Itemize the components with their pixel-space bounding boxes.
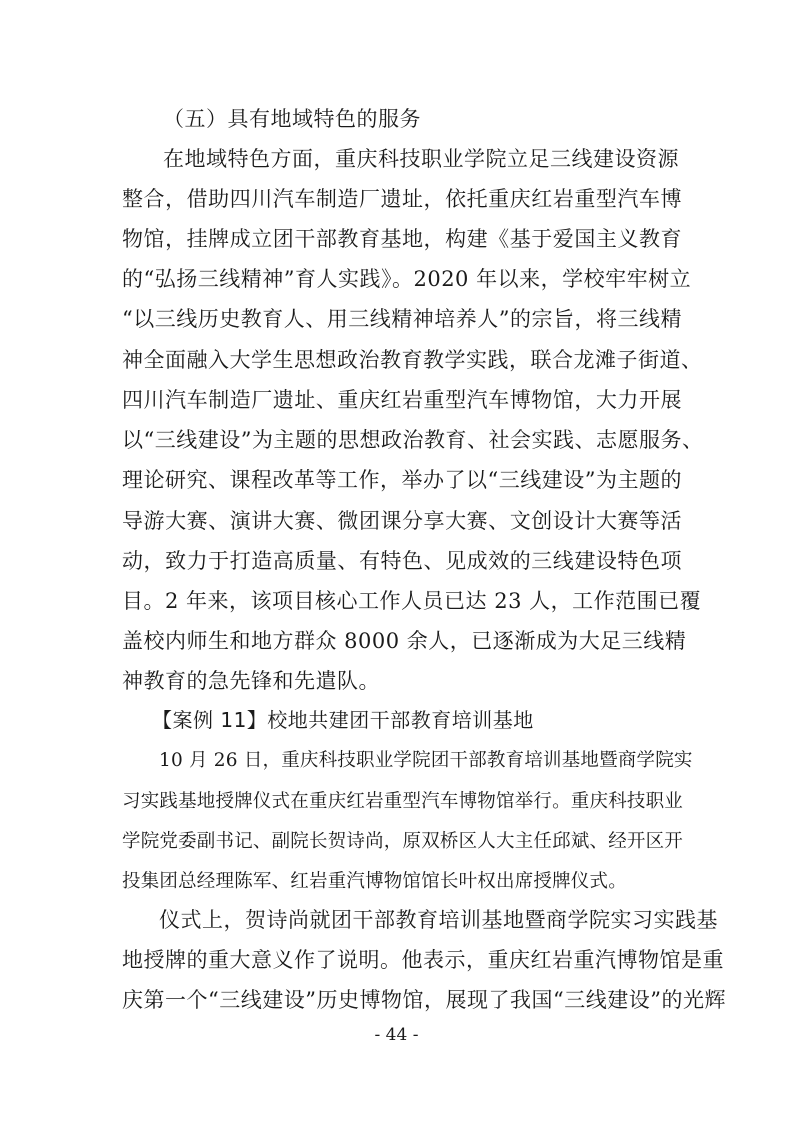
case-line: 投集团总经理陈军、红岩重汽博物馆馆长叶权出席授牌仪式。 xyxy=(122,871,627,892)
body-line: 的“弘扬三线精神”育人实践》。2020 年以来，学校牢牢树立 xyxy=(122,267,692,291)
case-title: 【案例 11】校地共建团干部教育培训基地 xyxy=(152,708,534,732)
case-line: 地授牌的重大意义作了说明。他表示，重庆红岩重汽博物馆是重 xyxy=(122,948,724,972)
case-line: 庆第一个“三线建设”历史博物馆，展现了我国“三线建设”的光辉 xyxy=(122,988,726,1012)
body-line: 物馆，挂牌成立团干部教育基地，构建《基于爱国主义教育 xyxy=(122,227,682,251)
body-line: 目。2 年来，该项目核心工作人员已达 23 人，工作范围已覆 xyxy=(122,589,702,613)
body-line: 理论研究、课程改革等工作，举办了以“三线建设”为主题的 xyxy=(122,468,682,492)
page-number: - 44 - xyxy=(374,1025,419,1045)
body-line: 四川汽车制造厂遗址、重庆红岩重型汽车博物馆，大力开展 xyxy=(122,388,682,412)
body-line: 以“三线建设”为主题的思想政治教育、社会实践、志愿服务、 xyxy=(122,428,704,452)
case-line: 10 月 26 日，重庆科技职业学院团干部教育培训基地暨商学院实 xyxy=(159,750,693,771)
case-line: 仪式上，贺诗尚就团干部教育培训基地暨商学院实习实践基 xyxy=(159,908,718,932)
case-line: 学院党委副书记、副院长贺诗尚，原双桥区人大主任邱斌、经开区开 xyxy=(122,831,684,852)
body-line: 在地域特色方面，重庆科技职业学院立足三线建设资源 xyxy=(163,147,679,171)
case-line: 习实践基地授牌仪式在重庆红岩重型汽车博物馆举行。重庆科技职业 xyxy=(122,791,684,812)
body-line: 神教育的急先锋和先遣队。 xyxy=(122,669,380,693)
body-line: 动，致力于打造高质量、有特色、见成效的三线建设特色项 xyxy=(122,549,682,573)
body-line: 导游大赛、演讲大赛、微团课分享大赛、文创设计大赛等活 xyxy=(122,509,682,533)
body-line: “以三线历史教育人、用三线精神培养人”的宗旨，将三线精 xyxy=(122,307,682,331)
body-line: 神全面融入大学生思想政治教育教学实践，联合龙滩子街道、 xyxy=(122,348,703,372)
body-line: 整合，借助四川汽车制造厂遗址，依托重庆红岩重型汽车博 xyxy=(122,187,682,211)
section-heading: （五）具有地域特色的服务 xyxy=(163,107,421,131)
body-line: 盖校内师生和地方群众 8000 余人，已逐渐成为大足三线精 xyxy=(122,629,687,653)
